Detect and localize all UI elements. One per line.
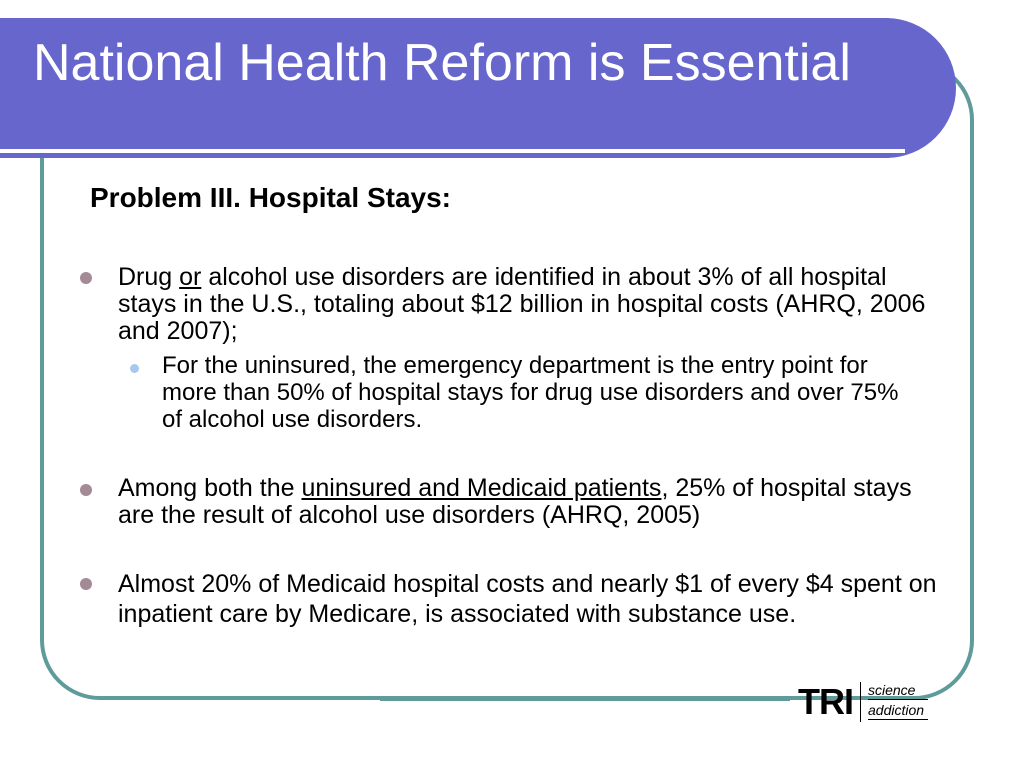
bullet-icon bbox=[80, 484, 92, 496]
slide-subtitle: Problem III. Hospital Stays: bbox=[90, 182, 451, 213]
sub-bullet-item-1: For the uninsured, the emergency department is the entry point for more than 50% of hospital stays for drug use disorders and over 75% of alcohol use disorders. bbox=[162, 352, 899, 433]
bullet-1-underlined: or bbox=[179, 263, 202, 291]
sub-bullet-icon bbox=[130, 364, 139, 373]
logo-rule-1 bbox=[868, 699, 928, 700]
bullet-1-text-end: alcohol use disorders are identified in about 3% of all hospital stays in the U.S., totaling about $12 billion in hospital costs (AHRQ, 2006 and 2007); bbox=[118, 263, 926, 345]
logo-rule-2 bbox=[868, 719, 928, 720]
slide-title: National Health Reform is Essential bbox=[33, 34, 851, 92]
bullet-item-2 bbox=[118, 475, 938, 529]
bullet-icon bbox=[80, 272, 92, 284]
bullet-2-text-start: Among both the bbox=[118, 474, 302, 502]
tri-logo bbox=[798, 678, 938, 726]
bullet-icon bbox=[80, 578, 92, 590]
footer-rule bbox=[380, 697, 790, 701]
title-underline bbox=[0, 149, 905, 153]
logo-line-2: addiction bbox=[868, 702, 925, 718]
bullet-item-3: Almost 20% of Medicaid hospital costs and nearly $1 of every $4 spent on inpatient care by Medicare, is associated with substance use. bbox=[118, 570, 937, 628]
bullet-1-text-start: Drug bbox=[118, 263, 180, 291]
logo-name: TRI bbox=[798, 681, 853, 722]
logo-divider bbox=[860, 682, 861, 722]
bullet-2-underlined: uninsured and Medicaid patients bbox=[301, 474, 662, 502]
bullet-item-1 bbox=[118, 264, 938, 345]
title-banner bbox=[0, 18, 956, 158]
logo-line-1: science bbox=[868, 682, 916, 698]
bullet-2-text-end: , 25% of hospital stays are the result of alcohol use disorders (AHRQ, 2005) bbox=[118, 474, 912, 529]
